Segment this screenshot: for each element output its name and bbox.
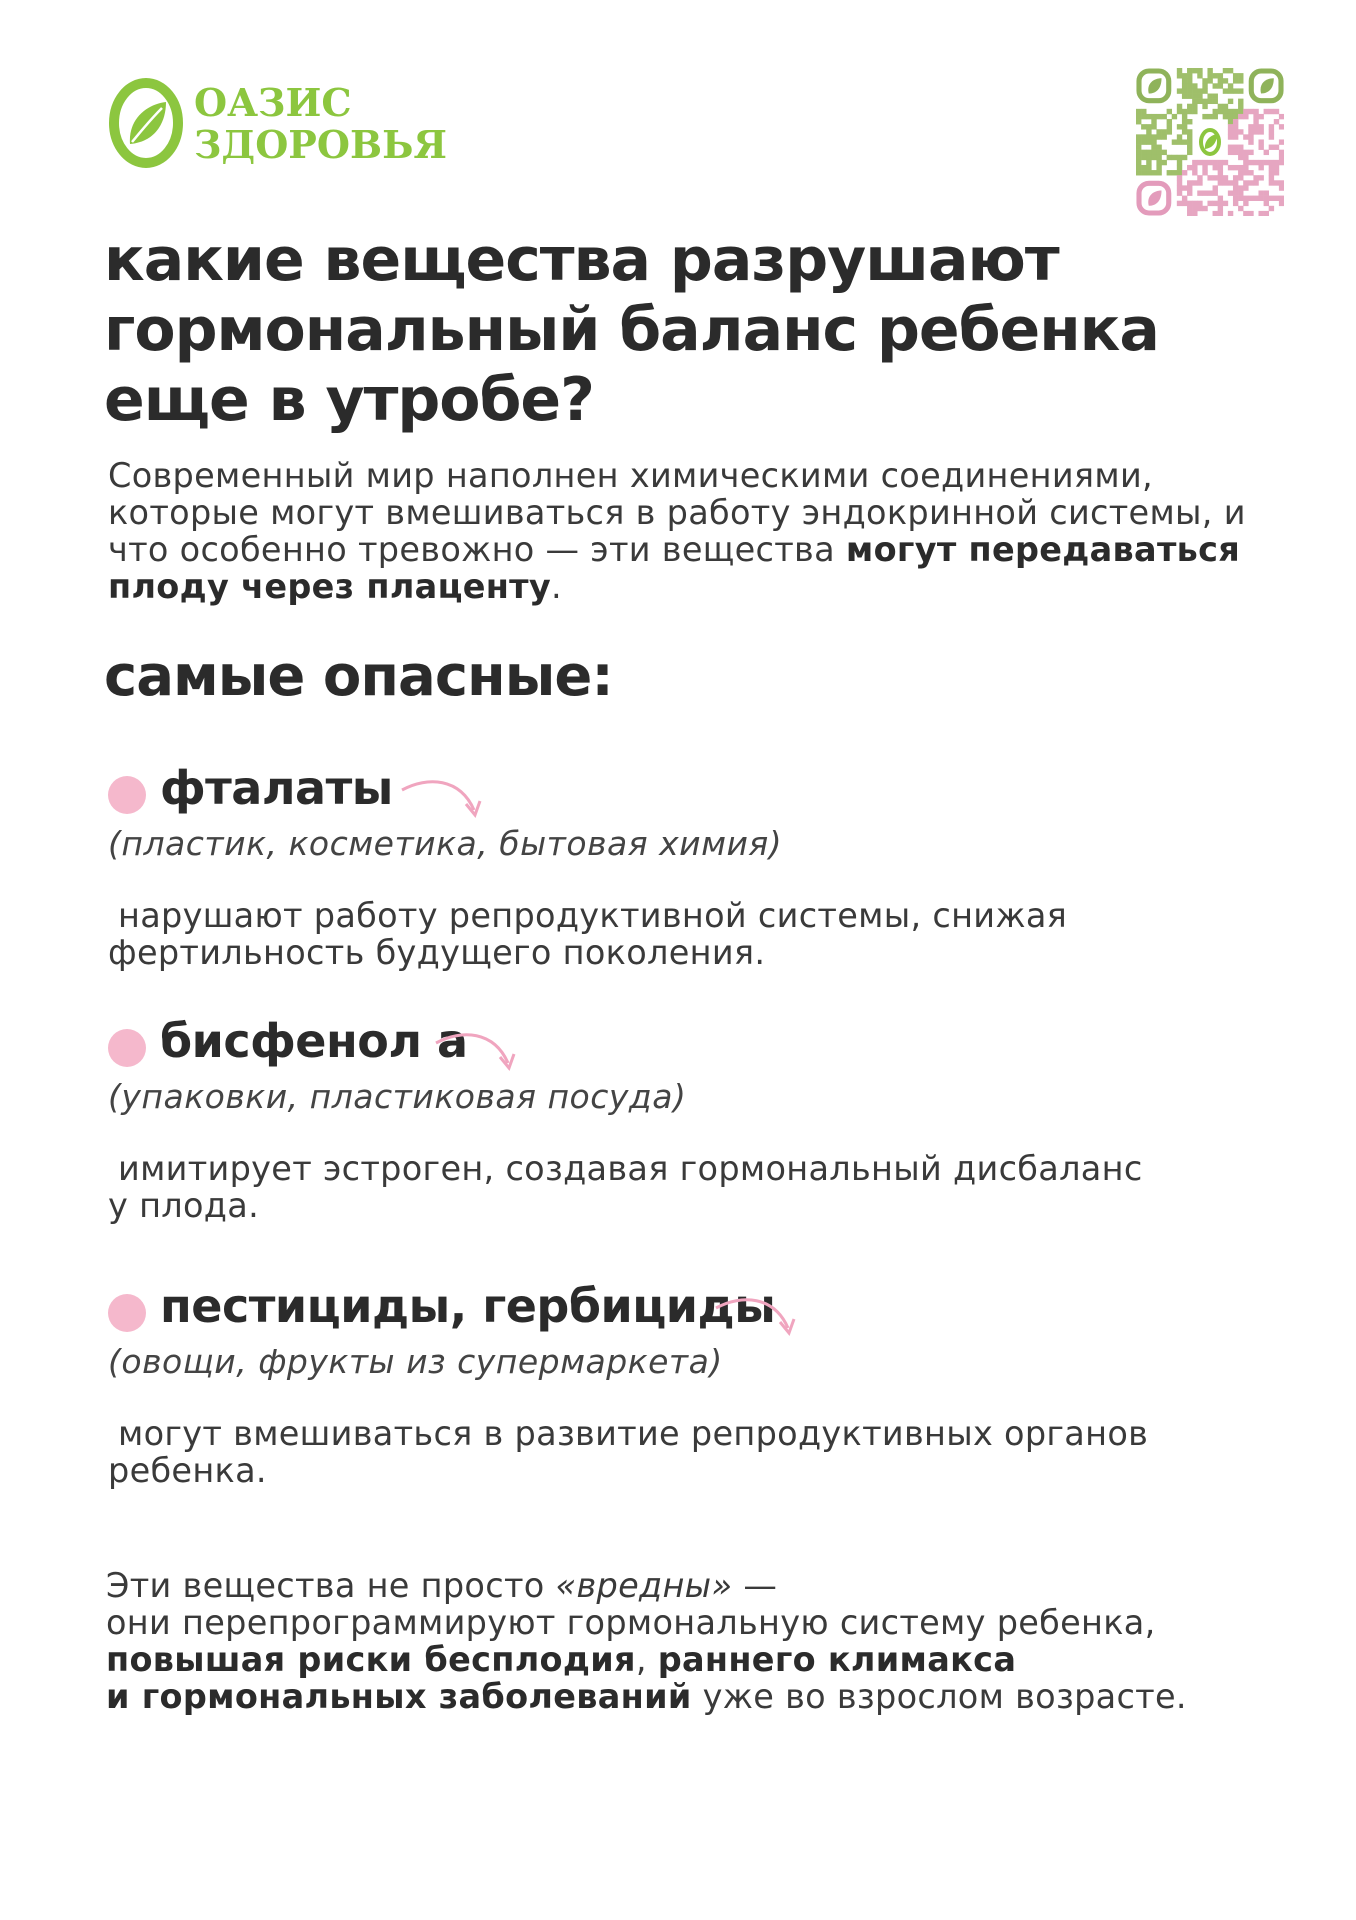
brand-logo <box>108 78 447 168</box>
list-item-bisphenol <box>108 1011 1288 1224</box>
closing-line1 <box>106 1567 1306 1604</box>
item-description <box>108 897 1288 971</box>
curved-arrow-icon <box>398 770 488 830</box>
closing-part1: Эти вещества не просто <box>106 1566 556 1605</box>
list-item-phthalates <box>108 758 1288 971</box>
closing-line3 <box>106 1641 1306 1678</box>
brand-name-line1: ОАЗИС <box>194 80 352 125</box>
curved-arrow-icon <box>432 1023 522 1083</box>
item-note: (овощи, фрукты из супермаркета) <box>108 1342 723 1381</box>
closing-part2: — <box>732 1566 778 1605</box>
item-description-line2: фертильность будущего поколения. <box>108 933 766 972</box>
title-line2: гормональный баланс ребенка <box>104 295 1159 365</box>
item-note: (пластик, косметика, бытовая химия) <box>108 824 783 863</box>
qr-code <box>1136 68 1284 216</box>
list-item-pesticides <box>108 1276 1288 1489</box>
item-title: фталаты <box>160 761 393 815</box>
qr-finder-icon <box>1139 71 1169 101</box>
intro-end: . <box>551 567 562 606</box>
closing-bold3: и гормональных заболеваний <box>106 1677 692 1716</box>
bullet-dot <box>108 1029 146 1067</box>
section-heading: самые опасные: <box>104 644 613 709</box>
item-note: (упаковки, пластиковая посуда) <box>108 1077 687 1116</box>
qr-finder-icon <box>1139 183 1169 213</box>
closing-sep: , <box>635 1640 658 1679</box>
brand-name-line2: ЗДОРОВЬЯ <box>194 122 447 167</box>
item-title: пестициды, гербициды <box>160 1279 776 1333</box>
item-description <box>108 1150 1288 1224</box>
title-line3: еще в утробе? <box>104 365 594 435</box>
bullet-dot <box>108 1294 146 1332</box>
closing-line4 <box>106 1678 1306 1715</box>
leaf-o-icon <box>108 78 186 168</box>
intro-text: Современный мир наполнен химическими соединениями, которые могут вмешиваться в работу эндокринной системы, и что особенно тревожно — эти вещества <box>108 456 1246 569</box>
intro-bold: могут передаваться плоду через плаценту <box>108 530 1241 606</box>
item-description <box>108 1415 1288 1489</box>
closing-end: уже во взрослом возрасте. <box>691 1677 1187 1716</box>
closing-quoted: «вредны» <box>555 1566 733 1605</box>
item-description-line1: имитирует эстроген, создавая гормональный дисбаланс <box>118 1149 1143 1188</box>
intro-paragraph <box>108 457 1288 605</box>
closing-bold1: повышая риски бесплодия <box>106 1640 636 1679</box>
bullet-dot <box>108 776 146 814</box>
brand-name <box>194 82 447 166</box>
item-title: бисфенол а <box>160 1014 468 1068</box>
item-description-line2: ребенка. <box>108 1451 267 1490</box>
curved-arrow-icon <box>712 1288 802 1348</box>
item-description-line1: нарушают работу репродуктивной системы, снижая <box>118 896 1068 935</box>
qr-finder-icon <box>1251 71 1281 101</box>
closing-bold2: раннего климакса <box>657 1640 1017 1679</box>
qr-center-logo-icon <box>1195 127 1225 157</box>
item-description-line1: могут вмешиваться в развитие репродуктивных органов <box>118 1414 1149 1453</box>
closing-paragraph <box>106 1567 1306 1715</box>
item-description-line2: у плода. <box>108 1186 260 1225</box>
page-title <box>104 225 1264 435</box>
title-line1: какие вещества разрушают <box>104 225 1059 295</box>
closing-line2: они перепрограммируют гормональную систему ребенка, <box>106 1603 1156 1642</box>
